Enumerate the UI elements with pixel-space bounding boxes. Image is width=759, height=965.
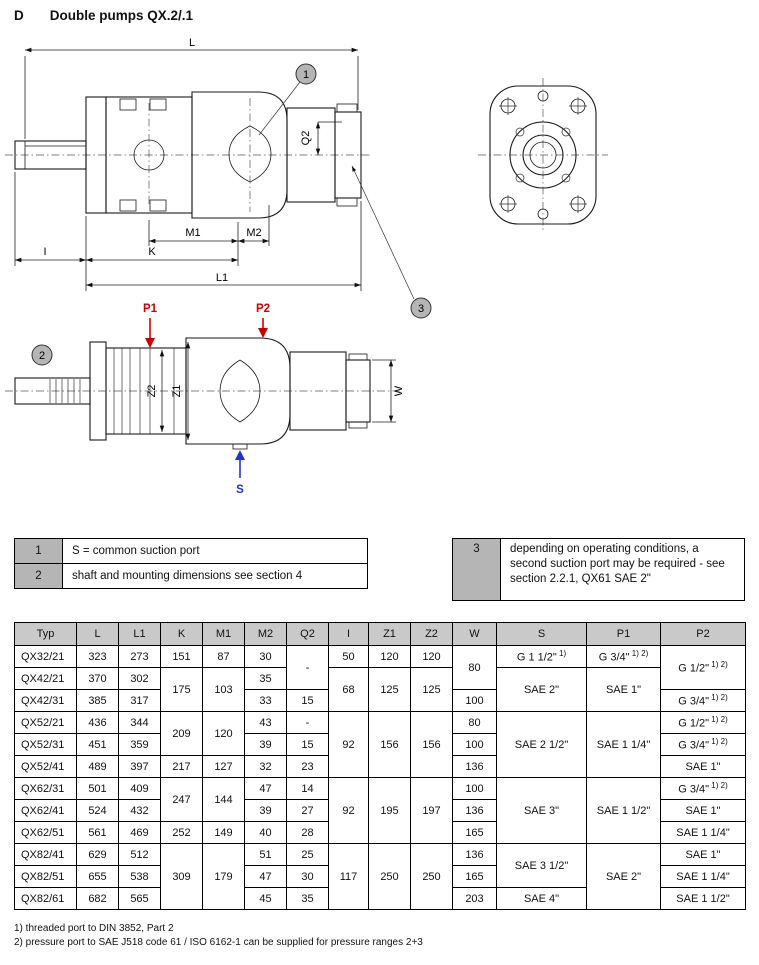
dim-cell: 682 <box>77 888 119 910</box>
column-header: Z2 <box>411 623 453 646</box>
dim-cell: 43 <box>245 712 287 734</box>
dim-cell: SAE 2" <box>497 668 587 712</box>
dim-cell: 120 <box>203 712 245 756</box>
dim-cell: G 3/4" $^{1) 2)}$ <box>661 690 746 712</box>
dim-cell: 136 <box>453 756 497 778</box>
dim-cell: 51 <box>245 844 287 866</box>
note-3-number: 3 <box>453 539 501 601</box>
dim-cell: 33 <box>245 690 287 712</box>
dim-cell: 136 <box>453 844 497 866</box>
dim-cell: 100 <box>453 778 497 800</box>
dim-label-l: L <box>188 37 196 49</box>
dim-cell: 524 <box>77 800 119 822</box>
dim-cell: 302 <box>119 668 161 690</box>
dim-cell: 203 <box>453 888 497 910</box>
dim-cell: 409 <box>119 778 161 800</box>
dim-cell: 370 <box>77 668 119 690</box>
dim-label-m2: M2 <box>246 227 262 239</box>
dim-cell: 27 <box>287 800 329 822</box>
table-row <box>15 712 746 734</box>
dim-cell: 538 <box>119 866 161 888</box>
dim-cell: 175 <box>161 668 203 712</box>
port-label-p1: P1 <box>142 303 158 315</box>
dim-cell: 39 <box>245 800 287 822</box>
dim-cell: 217 <box>161 756 203 778</box>
pump-type-cell: QX82/51 <box>15 866 77 888</box>
footnote-marker: 1) <box>556 649 567 659</box>
dim-cell: 512 <box>119 844 161 866</box>
dim-label-k: K <box>148 246 156 258</box>
flange-front-view-drawing <box>478 78 608 232</box>
dim-cell: 179 <box>203 844 245 910</box>
dim-cell: 144 <box>203 778 245 822</box>
dim-cell: 156 <box>411 712 453 778</box>
dim-cell: 165 <box>453 866 497 888</box>
dim-cell: G 1/2" $^{1) 2)}$ <box>661 646 746 690</box>
footnote-marker: 1) 2) <box>709 693 728 703</box>
dim-label-i: I <box>43 246 47 258</box>
pump-type-cell: QX62/51 <box>15 822 77 844</box>
port-label-s: S <box>236 484 244 496</box>
dim-cell: 565 <box>119 888 161 910</box>
callout-2-number: 2 <box>38 350 46 362</box>
pump-type-cell: QX42/31 <box>15 690 77 712</box>
table-row <box>15 668 746 690</box>
dim-cell: 151 <box>161 646 203 668</box>
dimension-table-body <box>15 646 746 910</box>
dim-cell: 80 <box>453 712 497 734</box>
dim-cell: 68 <box>329 668 369 712</box>
pump-port-view-drawing <box>5 303 405 496</box>
footnote-marker: 1) 2) <box>709 660 728 670</box>
callout-notes-left <box>14 538 368 589</box>
dim-cell: 489 <box>77 756 119 778</box>
dim-cell: 47 <box>245 778 287 800</box>
dim-cell: 629 <box>77 844 119 866</box>
note-3-text: depending on operating conditions, a second suction port may be required - see section 2.2.1, QX61 SAE 2" <box>501 539 745 601</box>
dim-cell: SAE 1 1/2" <box>587 778 661 844</box>
dim-cell: SAE 1 1/4" <box>587 712 661 778</box>
column-header: P1 <box>587 623 661 646</box>
dim-cell: SAE 2" <box>587 844 661 910</box>
column-header: Q2 <box>287 623 329 646</box>
note-1-text: S = common suction port <box>63 539 368 564</box>
footnote-2: 2) pressure port to SAE J518 code 61 / ISO 6162-1 can be supplied for pressure ranges 2+3 <box>14 937 423 948</box>
dim-cell: 250 <box>411 844 453 910</box>
dim-label-z2: Z2 <box>146 384 158 398</box>
dim-label-z1: Z1 <box>171 384 183 398</box>
callout-3-number: 3 <box>417 303 425 315</box>
dim-cell: 149 <box>203 822 245 844</box>
dim-cell: G 1/2" $^{1) 2)}$ <box>661 712 746 734</box>
column-header: L <box>77 623 119 646</box>
dim-label-q2: Q2 <box>300 130 312 146</box>
column-header: Z1 <box>369 623 411 646</box>
dim-cell: SAE 1" <box>661 756 746 778</box>
dim-cell: 317 <box>119 690 161 712</box>
table-row <box>15 844 746 866</box>
footnote-marker: 1) 2) <box>709 781 728 791</box>
table-row <box>15 646 746 668</box>
dim-cell: 103 <box>203 668 245 712</box>
column-header: K <box>161 623 203 646</box>
dim-cell: 45 <box>245 888 287 910</box>
dim-cell: 35 <box>245 668 287 690</box>
dim-cell: 32 <box>245 756 287 778</box>
note-1-number: 1 <box>15 539 63 564</box>
pump-type-cell: QX52/31 <box>15 734 77 756</box>
dim-cell: 100 <box>453 690 497 712</box>
pump-type-cell: QX82/41 <box>15 844 77 866</box>
dim-cell: 87 <box>203 646 245 668</box>
note-row <box>15 539 368 564</box>
dim-cell: 47 <box>245 866 287 888</box>
column-header: M1 <box>203 623 245 646</box>
dim-cell: 323 <box>77 646 119 668</box>
dim-cell: SAE 1" <box>661 844 746 866</box>
dim-cell: SAE 1 1/4" <box>661 866 746 888</box>
note-row <box>453 539 745 601</box>
footnote-marker: 1) 2) <box>709 715 728 725</box>
dim-cell: 156 <box>369 712 411 778</box>
dim-cell: - <box>287 646 329 690</box>
pump-type-cell: QX82/61 <box>15 888 77 910</box>
dim-cell: 125 <box>369 668 411 712</box>
dim-cell: 247 <box>161 778 203 822</box>
column-header: S <box>497 623 587 646</box>
dim-cell: 397 <box>119 756 161 778</box>
note-2-number: 2 <box>15 564 63 589</box>
dim-cell: 117 <box>329 844 369 910</box>
dim-cell: 125 <box>411 668 453 712</box>
dim-cell: G 1 1/2" $^{1)}$ <box>497 646 587 668</box>
dim-cell: 25 <box>287 844 329 866</box>
dim-cell: SAE 3" <box>497 778 587 844</box>
dim-cell: SAE 1 1/4" <box>661 822 746 844</box>
dim-cell: 28 <box>287 822 329 844</box>
dim-cell: 14 <box>287 778 329 800</box>
dim-cell: 80 <box>453 646 497 690</box>
dim-cell: 35 <box>287 888 329 910</box>
dim-label-w: W <box>393 385 405 397</box>
dim-cell: 50 <box>329 646 369 668</box>
dim-cell: 127 <box>203 756 245 778</box>
dim-cell: SAE 4" <box>497 888 587 910</box>
dimension-table <box>14 622 746 910</box>
pump-type-cell: QX62/41 <box>15 800 77 822</box>
page-title: Double pumps QX.2/.1 <box>49 8 194 23</box>
section-letter: D <box>14 8 24 23</box>
footnotes <box>14 922 423 950</box>
dim-cell: 309 <box>161 844 203 910</box>
dim-cell: 273 <box>119 646 161 668</box>
dim-cell: 15 <box>287 690 329 712</box>
dim-cell: 39 <box>245 734 287 756</box>
dim-cell: 451 <box>77 734 119 756</box>
column-header: L1 <box>119 623 161 646</box>
dim-cell: 209 <box>161 712 203 756</box>
column-header: M2 <box>245 623 287 646</box>
pump-type-cell: QX32/21 <box>15 646 77 668</box>
dim-cell: G 3/4" $^{1) 2)}$ <box>661 778 746 800</box>
dim-cell: 432 <box>119 800 161 822</box>
dim-cell: 252 <box>161 822 203 844</box>
column-header: P2 <box>661 623 746 646</box>
pump-type-cell: QX52/41 <box>15 756 77 778</box>
pump-type-cell: QX52/21 <box>15 712 77 734</box>
dim-cell: 30 <box>245 646 287 668</box>
dim-cell: 92 <box>329 712 369 778</box>
dim-cell: 15 <box>287 734 329 756</box>
dim-cell: 23 <box>287 756 329 778</box>
dim-cell: 30 <box>287 866 329 888</box>
dim-cell: 120 <box>411 646 453 668</box>
footnote-1: 1) threaded port to DIN 3852, Part 2 <box>14 923 174 934</box>
dim-label-m1: M1 <box>185 227 201 239</box>
footnote-marker: 1) 2) <box>629 649 649 659</box>
dim-cell: 655 <box>77 866 119 888</box>
dim-cell: SAE 3 1/2" <box>497 844 587 888</box>
dim-cell: 385 <box>77 690 119 712</box>
dim-cell: 250 <box>369 844 411 910</box>
callout-1-number: 1 <box>302 69 310 81</box>
column-header: I <box>329 623 369 646</box>
port-label-p2: P2 <box>255 303 271 315</box>
dim-cell: 120 <box>369 646 411 668</box>
dim-cell: 469 <box>119 822 161 844</box>
dim-cell: 436 <box>77 712 119 734</box>
note-2-text: shaft and mounting dimensions see section 4 <box>63 564 368 589</box>
callout-notes-right <box>452 538 745 601</box>
dim-cell: 359 <box>119 734 161 756</box>
pump-type-cell: QX62/31 <box>15 778 77 800</box>
page-header <box>14 8 193 23</box>
note-row <box>15 564 368 589</box>
dim-label-l1: L1 <box>215 272 229 284</box>
dim-cell: 100 <box>453 734 497 756</box>
dim-cell: - <box>287 712 329 734</box>
column-header: W <box>453 623 497 646</box>
table-row <box>15 778 746 800</box>
dim-cell: 92 <box>329 778 369 844</box>
table-header-row <box>15 623 746 646</box>
column-header: Typ <box>15 623 77 646</box>
pump-type-cell: QX42/21 <box>15 668 77 690</box>
dim-cell: 195 <box>369 778 411 844</box>
dim-cell: 561 <box>77 822 119 844</box>
dim-cell: 197 <box>411 778 453 844</box>
dim-cell: SAE 2 1/2" <box>497 712 587 778</box>
footnote-marker: 1) 2) <box>709 737 728 747</box>
dim-cell: 136 <box>453 800 497 822</box>
dim-cell: SAE 1" <box>661 800 746 822</box>
dim-cell: SAE 1 1/2" <box>661 888 746 910</box>
dim-cell: 501 <box>77 778 119 800</box>
dim-cell: G 3/4" $^{1) 2)}$ <box>661 734 746 756</box>
dim-cell: G 3/4" $^{1) 2)}$ <box>587 646 661 668</box>
dim-cell: 344 <box>119 712 161 734</box>
dim-cell: 40 <box>245 822 287 844</box>
dim-cell: SAE 1" <box>587 668 661 712</box>
pump-side-view-drawing <box>5 37 431 318</box>
dim-cell: 165 <box>453 822 497 844</box>
